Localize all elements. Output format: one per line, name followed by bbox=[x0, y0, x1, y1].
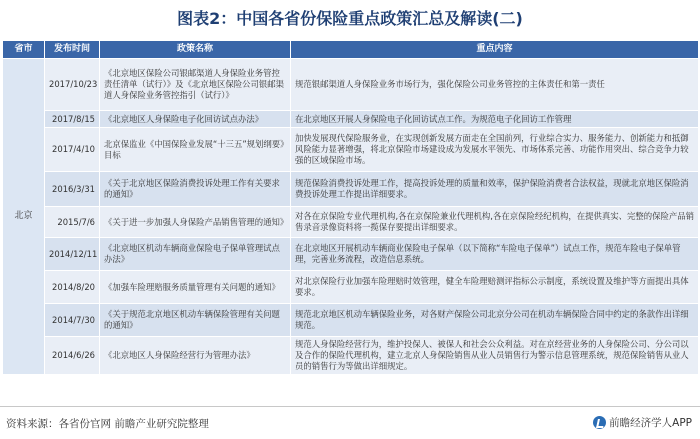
table-row bbox=[3, 238, 699, 271]
date-cell: 2014/12/11 bbox=[45, 238, 100, 271]
table-row bbox=[3, 304, 699, 337]
policy-name-cell: 北京保监业《中国保险业发展“十三五”规划纲要》目标 bbox=[100, 128, 291, 172]
column-header-province: 省市 bbox=[3, 41, 45, 59]
key-content-cell: 加快发展现代保险服务业，在实现创新发展方面走在全国前列，行业综合实力、服务能力、创新能力和抵御风险能力显著增强，将北京保险市场建设成为发展水平领先、市场体系完善、功能作用突出、综合竞争力较强的区域保险市场。 bbox=[291, 128, 699, 172]
table-row bbox=[3, 128, 699, 172]
column-header-key-content: 重点内容 bbox=[291, 41, 699, 59]
date-cell: 2017/4/10 bbox=[45, 128, 100, 172]
policy-name-cell: 《关于北京地区保险消费投诉处理工作有关要求的通知》 bbox=[100, 172, 291, 207]
table-row bbox=[3, 172, 699, 207]
key-content-cell: 规范人身保险经营行为，维护投保人、被保人和社会公众利益。对在京经营业务的人身保险公司、分公司以及合作的保险代理机构，建立北京人身保险销售从业人员销售行为警示信息管理系统，规范保险销售从业人员的销售行为等做出详细规定。 bbox=[291, 337, 699, 375]
table-row bbox=[3, 271, 699, 304]
policy-name-cell: 《加强车险理赔服务质量管理有关问题的通知》 bbox=[100, 271, 291, 304]
brand-credit bbox=[593, 415, 692, 430]
policy-name-cell: 《北京地区保险公司银邮渠道人身保险业务管控责任清单（试行）》及《北京地区保险公司银邮渠道人身保险业务管控指引（试行）》 bbox=[100, 59, 291, 111]
key-content-cell: 对各在京保险专业代理机构,各在京保险兼业代理机构,各在京保险经纪机构，在提供真实、完整的保险产品销售录音录像资料将一揽保存要提出详细要求。 bbox=[291, 207, 699, 238]
policy-name-cell: 《北京地区人身保险经营行为管理办法》 bbox=[100, 337, 291, 375]
key-content-cell: 规范保险消费投诉处理工作，提高投诉处理的质量和效率，保护保险消费者合法权益，现就北京地区保险消费投诉处理工作提出详细要求。 bbox=[291, 172, 699, 207]
date-cell: 2017/8/15 bbox=[45, 111, 100, 128]
key-content-cell: 在北京地区开展机动车辆商业保险电子保单（以下简称“车险电子保单”）试点工作，规范车险电子保单管理，完善业务流程，改造信息系统。 bbox=[291, 238, 699, 271]
table-header-row bbox=[3, 41, 699, 59]
policy-name-cell: 《关于规范北京地区机动车辆保险管理有关问题的通知》 bbox=[100, 304, 291, 337]
footer bbox=[0, 406, 700, 439]
key-content-cell: 规范银邮渠道人身保险业务市场行为，强化保险公司业务管控的主体责任和第一责任 bbox=[291, 59, 699, 111]
column-header-policy-name: 政策名称 bbox=[100, 41, 291, 59]
policy-table bbox=[2, 40, 699, 375]
brand-name: 前瞻经济学人APP bbox=[609, 417, 692, 429]
key-content-cell: 在北京地区开展人身保险电子化回访试点工作。为规范电子化回访工作管理 bbox=[291, 111, 699, 128]
page-title: 图表2：中国各省份保险重点政策汇总及解读(二) bbox=[177, 9, 523, 28]
date-cell: 2014/6/26 bbox=[45, 337, 100, 375]
qianzhan-logo-icon bbox=[593, 416, 606, 429]
table-row bbox=[3, 111, 699, 128]
policy-name-cell: 《关于进一步加强人身保险产品销售管理的通知》 bbox=[100, 207, 291, 238]
province-cell: 北京 bbox=[3, 59, 45, 375]
table-row bbox=[3, 59, 699, 111]
key-content-cell: 对北京保险行业加强车险理赔时效管理，健全车险理赔测评指标公示制度，系统设置及维护等方面提出具体要求。 bbox=[291, 271, 699, 304]
column-header-date: 发布时间 bbox=[45, 41, 100, 59]
policy-name-cell: 《北京地区人身保险电子化回访试点办法》 bbox=[100, 111, 291, 128]
date-cell: 2016/3/31 bbox=[45, 172, 100, 207]
policy-name-cell: 《北京地区机动车辆商业保险电子保单管理试点办法》 bbox=[100, 238, 291, 271]
table-row bbox=[3, 207, 699, 238]
table-row bbox=[3, 337, 699, 375]
date-cell: 2015/7/6 bbox=[45, 207, 100, 238]
date-cell: 2014/7/30 bbox=[45, 304, 100, 337]
source-note: 资料来源：各省份官网 前瞻产业研究院整理 bbox=[6, 418, 209, 430]
date-cell: 2014/8/20 bbox=[45, 271, 100, 304]
date-cell: 2017/10/23 bbox=[45, 59, 100, 111]
key-content-cell: 规范北京地区机动车辆保险业务，对各财产保险公司北京分公司在机动车辆保险合同中约定的条款作出详细规范。 bbox=[291, 304, 699, 337]
